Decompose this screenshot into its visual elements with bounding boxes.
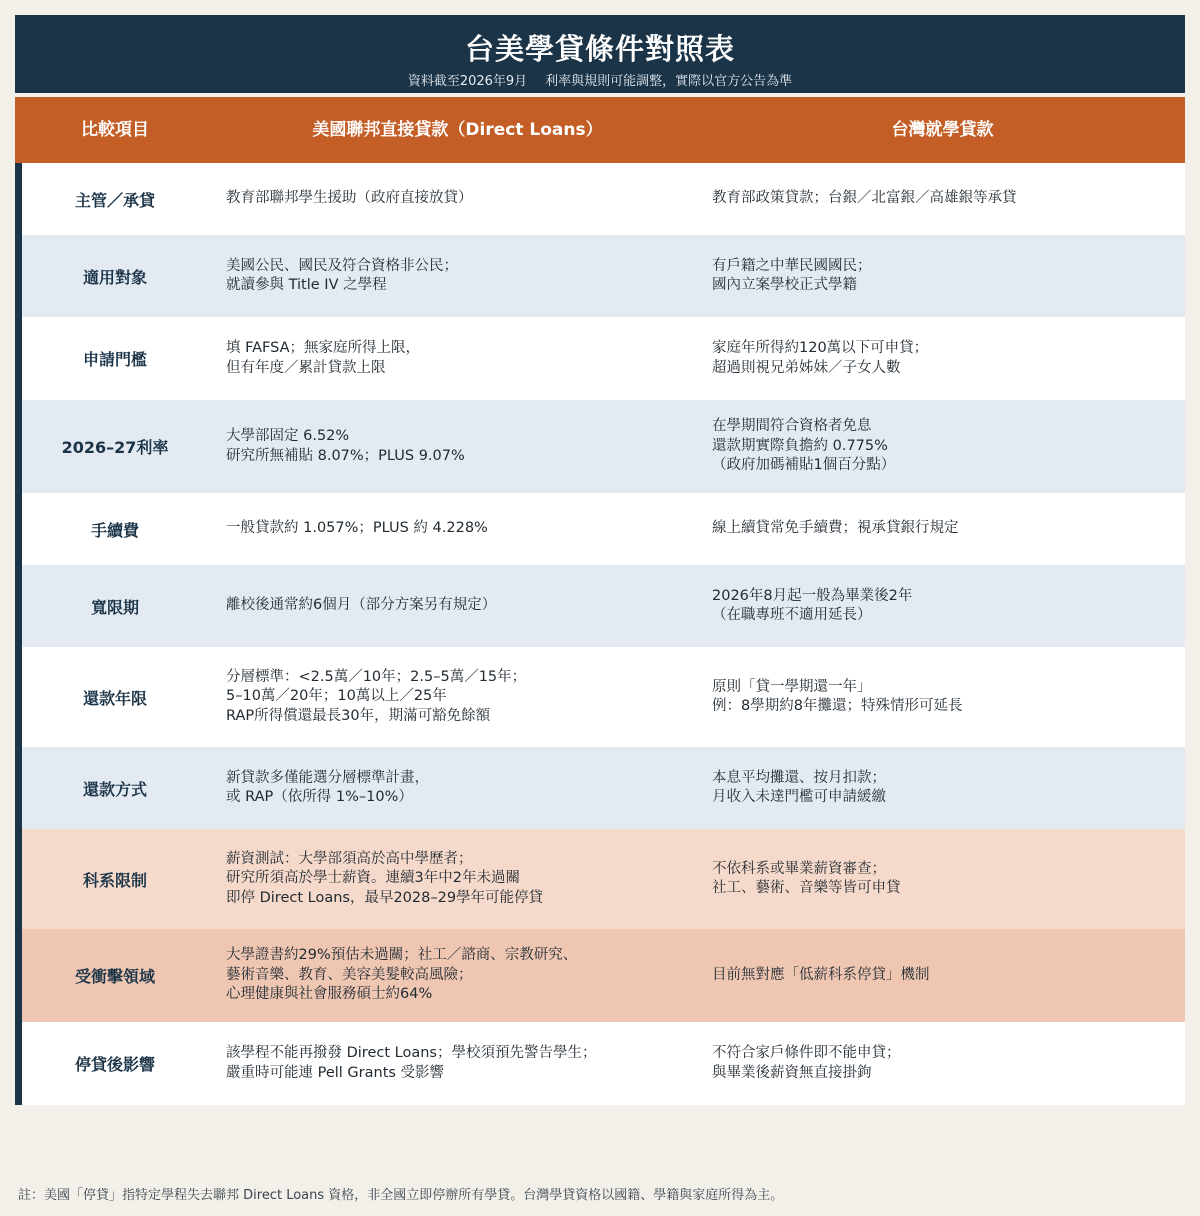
tw-cell: 2026年8月起一般為畢業後2年 （在職專班不適用延長） bbox=[712, 587, 913, 623]
row-label: 還款年限 bbox=[82, 688, 147, 708]
footnote: 註：美國「停貸」指特定學程失去聯邦 Direct Loans 資格，非全國立即停辦所有學貸。台灣學貸資格以國籍、學籍與家庭所得為主。 bbox=[18, 1188, 784, 1203]
tw-cell: 不符合家戶條件即不能申貸； 與畢業後薪資無直接掛鉤 bbox=[712, 1045, 901, 1081]
table-row bbox=[15, 647, 1185, 747]
table-row bbox=[15, 747, 1185, 829]
us-cell: 薪資測試：大學部須高於高中學歷者； 研究所須高於學士薪資。連續3年中2年未過關 即停 Direct Loans，最早2028–29學年可能停貸 bbox=[226, 850, 544, 906]
row-label: 停貸後影響 bbox=[74, 1055, 155, 1074]
column-header-tw: 台灣就學貸款 bbox=[891, 120, 994, 140]
tw-cell: 線上續貸常免手續費；視承貸銀行規定 bbox=[712, 520, 959, 537]
table-row bbox=[15, 400, 1185, 493]
page-title: 台美學貸條件對照表 bbox=[464, 32, 735, 66]
us-cell: 該學程不能再撥發 Direct Loans；學校須預先警告學生； 嚴重時可能連 Pell Grants 受影響 bbox=[226, 1045, 597, 1081]
us-cell: 填 FAFSA；無家庭所得上限， 但有年度／累計貸款上限 bbox=[226, 340, 421, 376]
tw-cell: 目前無對應「低薪科系停貸」機制 bbox=[712, 966, 930, 983]
tw-cell: 教育部政策貸款；台銀／北富銀／高雄銀等承貸 bbox=[712, 190, 1017, 207]
table-row bbox=[15, 929, 1185, 1022]
row-label: 主管／承貸 bbox=[74, 190, 155, 210]
row-label: 還款方式 bbox=[82, 779, 147, 799]
us-cell: 大學證書約29%預估未過關；社工／諮商、宗教研究、 藝術音樂、教育、美容美髮較高風險； 心理健康與社會服務碩士約64% bbox=[226, 947, 578, 1003]
us-cell: 新貸款多僅能選分層標準計畫， 或 RAP（依所得 1%–10%） bbox=[226, 769, 429, 805]
table-row bbox=[15, 565, 1185, 647]
table-row bbox=[15, 829, 1185, 929]
subtitle-disclaimer: 利率與規則可能調整，實際以官方公告為準 bbox=[545, 74, 793, 89]
title-banner bbox=[15, 15, 1185, 93]
table-body bbox=[15, 163, 1185, 1105]
table-row bbox=[15, 163, 1185, 235]
tw-cell: 有戶籍之中華民國國民； 國內立案學校正式學籍 bbox=[712, 257, 872, 293]
tw-cell: 本息平均攤還、按月扣款； 月收入未達門檻可申請緩繳 bbox=[712, 769, 886, 805]
us-cell: 分層標準：<2.5萬／10年；2.5–5萬／15年； 5–10萬／20年；10萬以上／25年 RAP所得償還最長30年，期滿可豁免餘額 bbox=[226, 668, 527, 724]
us-cell: 大學部固定 6.52% 研究所無補貼 8.07%；PLUS 9.07% bbox=[226, 428, 465, 464]
tw-cell: 不依科系或畢業薪資審查； 社工、藝術、音樂等皆可申貸 bbox=[712, 860, 901, 896]
us-cell: 離校後通常約6個月（部分方案另有規定） bbox=[226, 597, 497, 614]
us-cell: 一般貸款約 1.057%；PLUS 約 4.228% bbox=[226, 520, 488, 537]
row-label: 寬限期 bbox=[90, 597, 139, 617]
us-cell: 美國公民、國民及符合資格非公民； 就讀參與 Title IV 之學程 bbox=[226, 257, 458, 293]
tw-cell: 家庭年所得約120萬以下可申貸； 超過則視兄弟姊妹／子女人數 bbox=[712, 340, 929, 376]
row-label: 適用對象 bbox=[82, 267, 147, 287]
table-row bbox=[15, 317, 1185, 400]
row-label: 申請門檻 bbox=[82, 350, 147, 369]
column-header-us: 美國聯邦直接貸款（Direct Loans） bbox=[312, 120, 603, 140]
table-row bbox=[15, 1022, 1185, 1105]
row-label: 手續費 bbox=[90, 520, 139, 540]
row-label: 科系限制 bbox=[82, 870, 147, 890]
table-row bbox=[15, 493, 1185, 565]
tw-cell: 在學期間符合資格者免息 還款期實際負擔約 0.775% （政府加碼補貼1個百分點） bbox=[712, 418, 896, 474]
subtitle-date: 資料截至2026年9月 bbox=[407, 74, 528, 89]
table-header bbox=[15, 97, 1185, 163]
us-cell: 教育部聯邦學生援助（政府直接放貸） bbox=[226, 190, 473, 207]
row-label: 受衝擊領域 bbox=[74, 967, 155, 986]
page-subtitle bbox=[15, 70, 1185, 89]
row-label: 2026–27利率 bbox=[61, 438, 169, 457]
column-header-item: 比較項目 bbox=[81, 120, 149, 140]
tw-cell: 原則「貸一學期還一年」 例：8學期約8年攤還；特殊情形可延長 bbox=[712, 678, 963, 714]
table-row bbox=[15, 235, 1185, 317]
